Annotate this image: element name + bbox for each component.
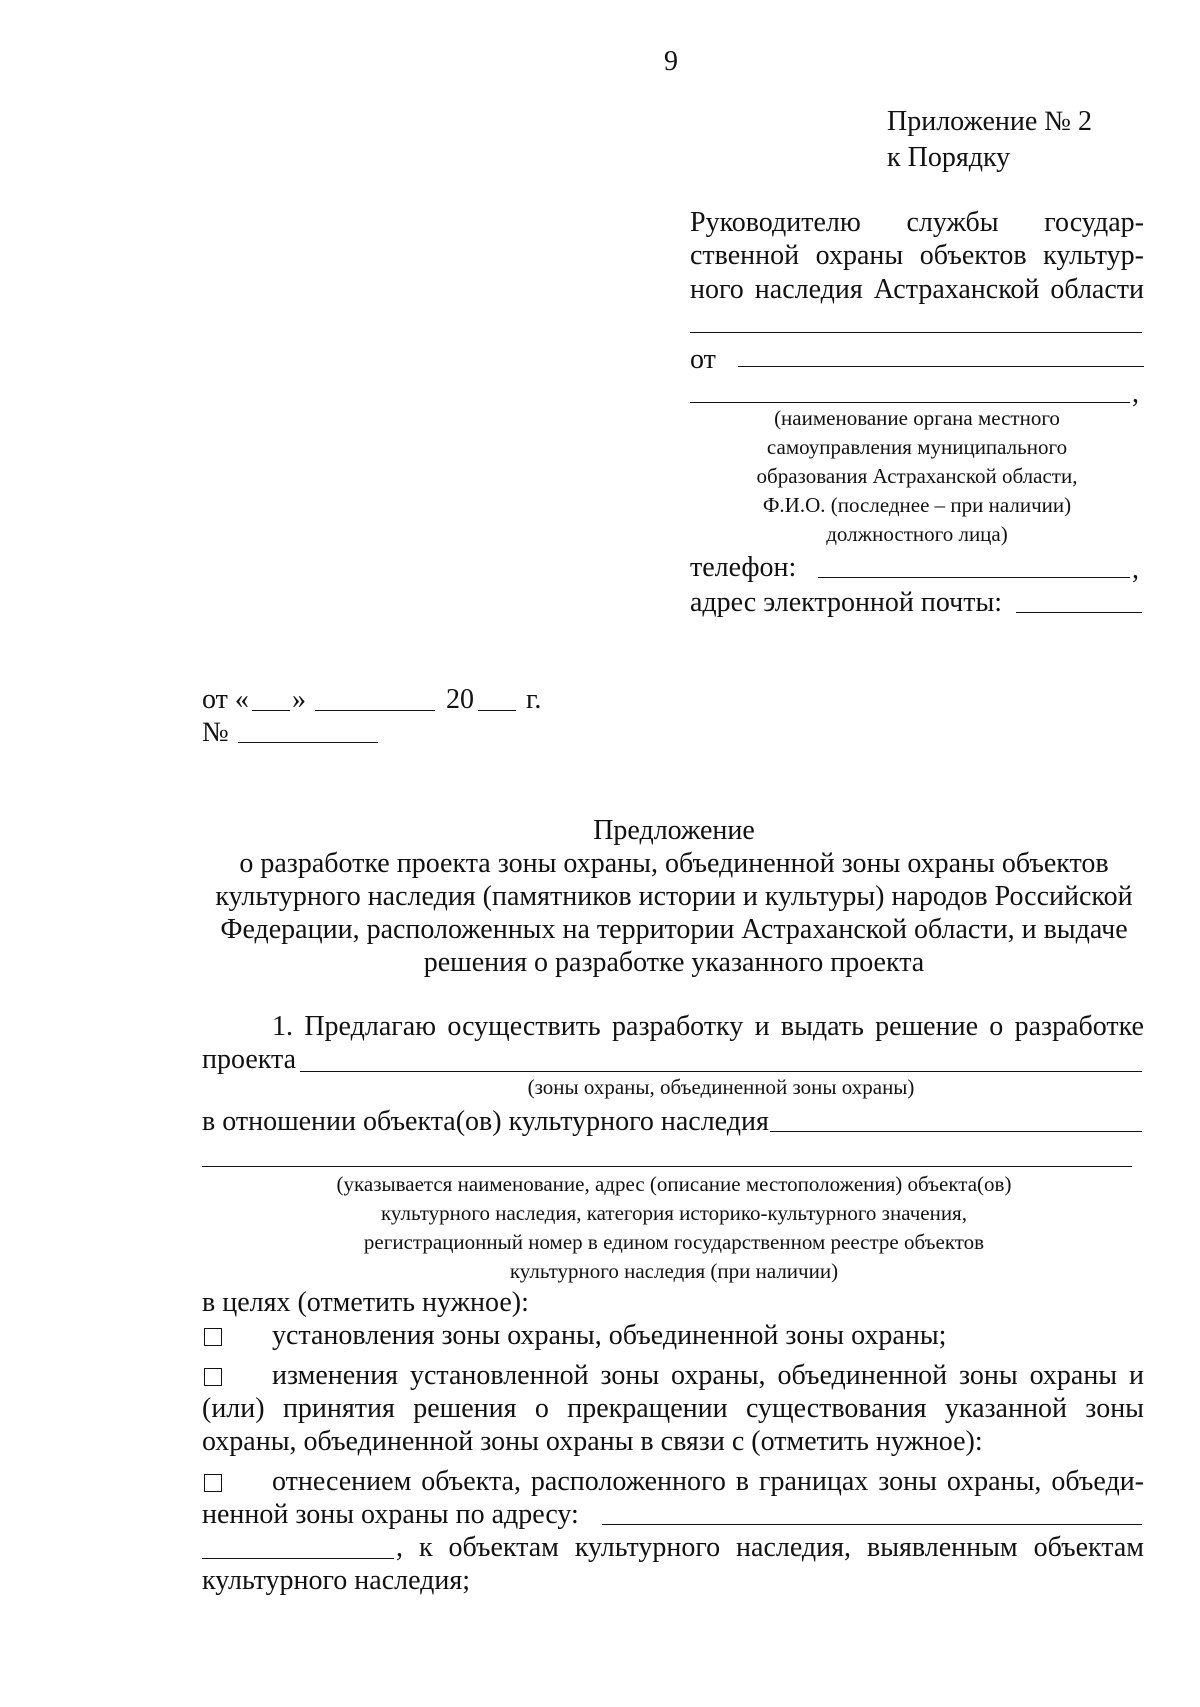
option3-text-3: , к объектам культурного наследия, выявленным объектам [396,1532,1144,1563]
addressee-caption-5: должностного лица) [826,522,1008,546]
object-label: в отношении объекта(ов) культурного наследия [202,1106,769,1137]
phone-label: телефон: [690,552,797,583]
option3-checkbox[interactable] [204,1474,222,1492]
document-title-line-1: о разработке проекта зоны охраны, объединенной зоны охраны объектов [239,848,1109,879]
document-heading: Предложение [593,815,755,846]
from-label: от [690,344,716,375]
option3-text-1: отнесением объекта, расположенного в границах зоны охраны, объеди- [272,1466,1144,1497]
option2-text-1: изменения установленной зоны охраны, объединенной зоны охраны и [272,1360,1144,1391]
from-comma: , [1132,378,1139,409]
date-quote-close: » [292,684,306,715]
from-field-continued[interactable] [690,402,1130,403]
addressee-caption-3: образования Астраханской области, [756,464,1078,488]
appendix-title: Приложение № 2 [887,106,1092,137]
addressee-line-3: ного наследия Астраханской области [690,274,1144,305]
date-year-prefix: 20 [446,684,474,715]
addressee-caption-1: (наименование органа местного [774,406,1060,430]
project-field[interactable] [300,1071,1142,1072]
option3-text-4: культурного наследия; [202,1565,471,1596]
addressee-word: службы [906,207,999,238]
addressee-word: Руководителю [690,207,861,238]
addressee-line-1 [690,205,1144,241]
zone-caption: (зоны охраны, объединенной зоны охраны) [527,1075,915,1099]
phone-comma: , [1132,554,1139,585]
option2-checkbox[interactable] [204,1368,222,1386]
appendix-subtitle: к Порядку [887,142,1011,173]
option3-text-2: ненной зоны охраны по адресу: [202,1499,579,1530]
document-title-line-4: решения о разработке указанного проекта [423,947,925,978]
object-caption-1: (указывается наименование, адрес (описание местоположения) объекта(ов) [336,1172,1012,1196]
addressee-caption-2: самоуправления муниципального [766,435,1068,459]
project-label: проекта [202,1044,296,1075]
option1-text: установления зоны охраны, объединенной зоны охраны; [272,1320,947,1351]
date-from-label: от « [202,684,249,715]
object-caption-4: культурного наследия (при наличии) [509,1259,839,1283]
option2-text-3: охраны, объединенной зоны охраны в связи с (отметить нужное): [202,1426,983,1457]
addressee-caption-4: Ф.И.О. (последнее – при наличии) [762,493,1072,517]
option1-checkbox[interactable] [204,1328,222,1346]
object-field[interactable] [770,1131,1142,1132]
date-day-field[interactable] [252,710,290,711]
number-field[interactable] [238,742,378,743]
from-field[interactable] [738,366,1144,367]
email-field[interactable] [1016,612,1142,613]
document-title-line-2: культурного наследия (памятников истории и культуры) народов Российской [215,881,1133,912]
phone-field[interactable] [818,577,1130,578]
number-label: № [202,717,229,748]
date-year-suffix: г. [526,684,542,715]
document-title-line-3: Федерации, расположенных на территории Астраханской области, и выдаче [220,914,1128,945]
purpose-label: в целях (отметить нужное): [202,1287,529,1318]
addressee-blank-line[interactable] [690,332,1142,333]
section1-line1: 1. Предлагаю осуществить разработку и выдать решение о разработке [272,1011,1144,1042]
email-label: адрес электронной почты: [690,587,1003,618]
address-field[interactable] [602,1524,1142,1525]
addressee-line-2: ственной охраны объектов культур- [690,240,1144,271]
object-caption-3: регистрационный номер в едином государственном реестре объектов [363,1230,985,1254]
date-month-field[interactable] [315,710,435,711]
object-caption-2: культурного наследия, категория историко-культурного значения, [381,1201,967,1225]
option2-text-2: (или) принятия решения о прекращении существования указанной зоны [202,1393,1144,1424]
address-field-continued[interactable] [202,1558,394,1559]
addressee-word: государ- [1044,207,1144,238]
object-field-continued[interactable] [202,1166,1132,1167]
date-year-field[interactable] [478,710,516,711]
page-number: 9 [664,46,678,77]
